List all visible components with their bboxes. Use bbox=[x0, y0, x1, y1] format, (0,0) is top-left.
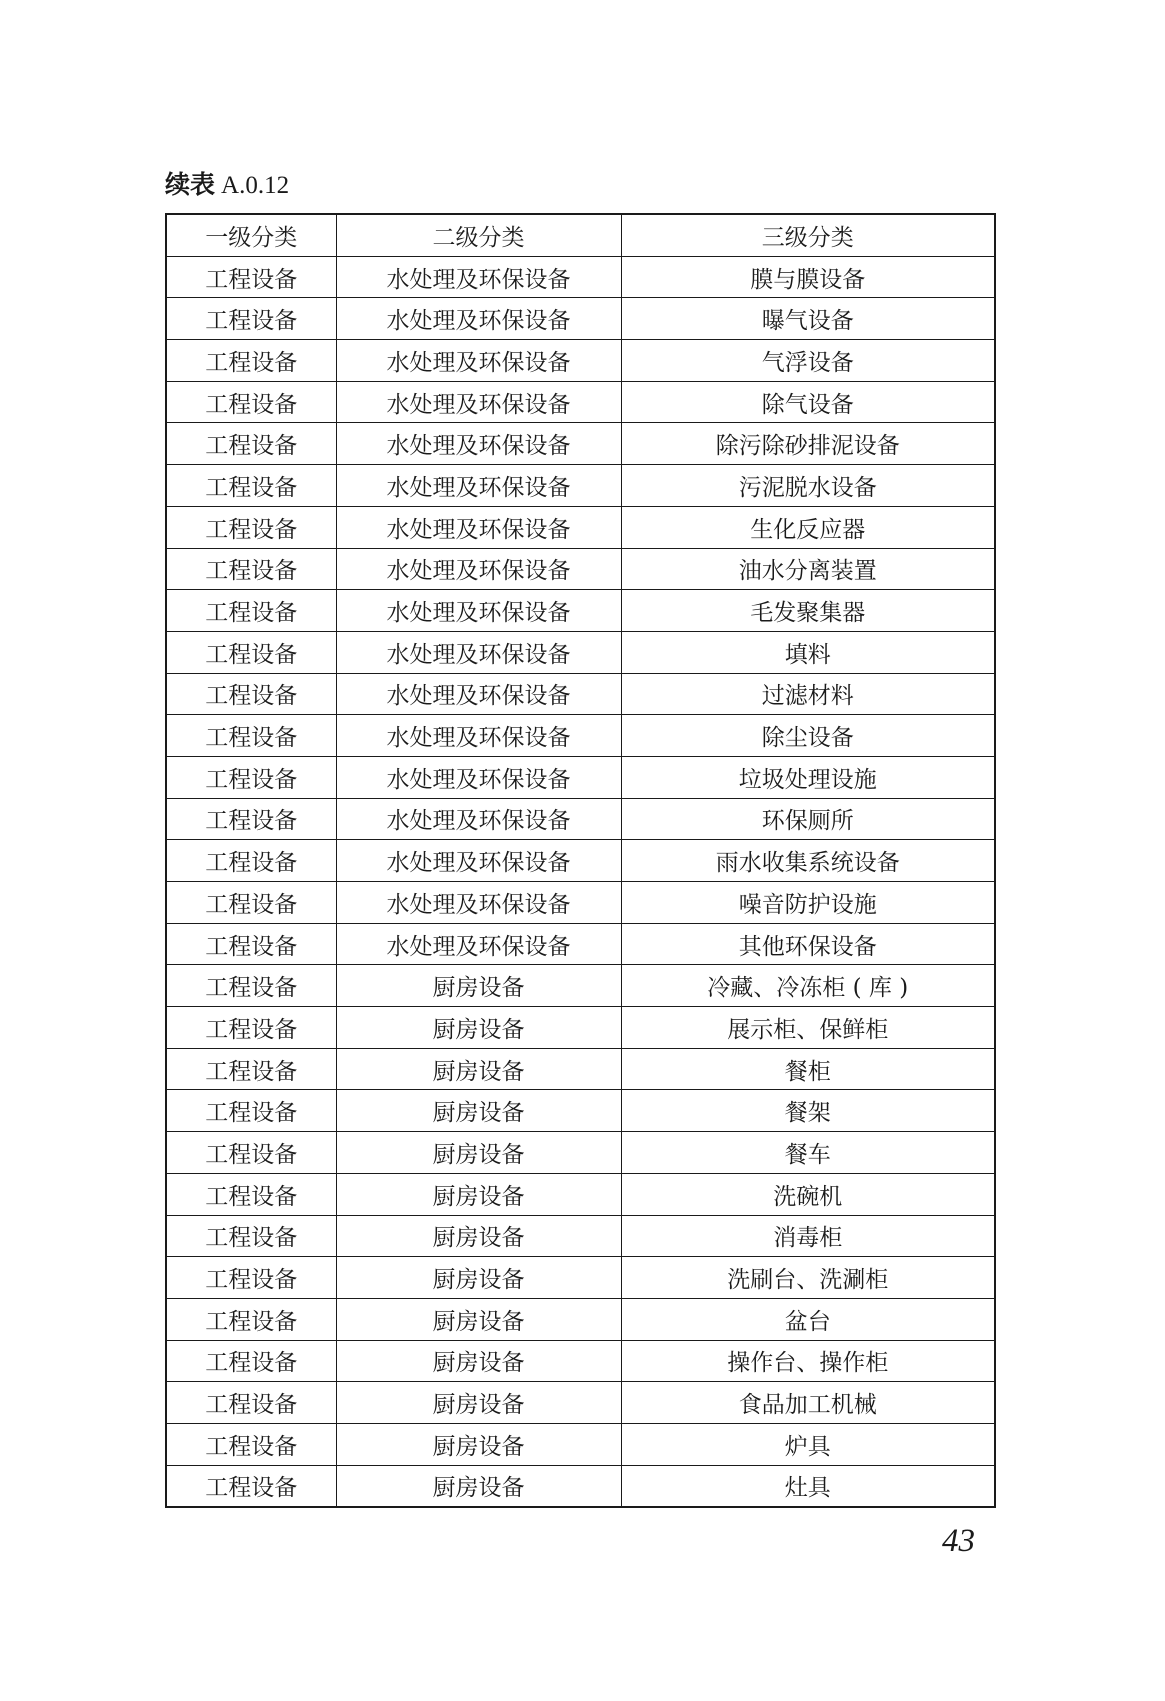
cell-level-1: 工程设备 bbox=[166, 340, 336, 382]
table-row bbox=[166, 340, 995, 382]
table-row bbox=[166, 715, 995, 757]
header-level-2: 二级分类 bbox=[336, 214, 621, 256]
cell-level-1: 工程设备 bbox=[166, 631, 336, 673]
table-row bbox=[166, 1215, 995, 1257]
cell-level-1: 工程设备 bbox=[166, 1048, 336, 1090]
cell-level-2: 厨房设备 bbox=[336, 1173, 621, 1215]
table-caption bbox=[165, 170, 289, 201]
cell-level-3: 过滤材料 bbox=[621, 673, 995, 715]
cell-level-3: 污泥脱水设备 bbox=[621, 465, 995, 507]
table-row bbox=[166, 798, 995, 840]
table-row bbox=[166, 381, 995, 423]
cell-level-2: 厨房设备 bbox=[336, 1465, 621, 1507]
table-row bbox=[166, 1257, 995, 1299]
cell-level-1: 工程设备 bbox=[166, 1465, 336, 1507]
cell-level-3: 气浮设备 bbox=[621, 340, 995, 382]
cell-level-3: 曝气设备 bbox=[621, 298, 995, 340]
cell-level-3: 除污除砂排泥设备 bbox=[621, 423, 995, 465]
cell-level-2: 水处理及环保设备 bbox=[336, 423, 621, 465]
table-row bbox=[166, 1007, 995, 1049]
cell-level-2: 水处理及环保设备 bbox=[336, 340, 621, 382]
cell-level-3: 除气设备 bbox=[621, 381, 995, 423]
cell-level-3: 炉具 bbox=[621, 1423, 995, 1465]
cell-level-3: 环保厕所 bbox=[621, 798, 995, 840]
cell-level-2: 厨房设备 bbox=[336, 1382, 621, 1424]
table-row bbox=[166, 1132, 995, 1174]
table-row bbox=[166, 1173, 995, 1215]
table-row bbox=[166, 423, 995, 465]
cell-level-1: 工程设备 bbox=[166, 381, 336, 423]
table-row bbox=[166, 1465, 995, 1507]
cell-level-1: 工程设备 bbox=[166, 1257, 336, 1299]
cell-level-2: 厨房设备 bbox=[336, 965, 621, 1007]
cell-level-2: 水处理及环保设备 bbox=[336, 548, 621, 590]
cell-level-3: 消毒柜 bbox=[621, 1215, 995, 1257]
cell-level-1: 工程设备 bbox=[166, 715, 336, 757]
cell-level-3: 其他环保设备 bbox=[621, 923, 995, 965]
table-row bbox=[166, 756, 995, 798]
cell-level-2: 水处理及环保设备 bbox=[336, 631, 621, 673]
table-row bbox=[166, 256, 995, 298]
cell-level-1: 工程设备 bbox=[166, 1132, 336, 1174]
table-row bbox=[166, 673, 995, 715]
cell-level-3: 毛发聚集器 bbox=[621, 590, 995, 632]
cell-level-2: 厨房设备 bbox=[336, 1090, 621, 1132]
cell-level-2: 厨房设备 bbox=[336, 1048, 621, 1090]
cell-level-1: 工程设备 bbox=[166, 798, 336, 840]
table-row bbox=[166, 506, 995, 548]
cell-level-1: 工程设备 bbox=[166, 465, 336, 507]
table-row bbox=[166, 548, 995, 590]
cell-level-1: 工程设备 bbox=[166, 548, 336, 590]
cell-level-2: 水处理及环保设备 bbox=[336, 840, 621, 882]
cell-level-2: 水处理及环保设备 bbox=[336, 756, 621, 798]
table-row bbox=[166, 1298, 995, 1340]
table-row bbox=[166, 465, 995, 507]
table-row bbox=[166, 1382, 995, 1424]
cell-level-2: 水处理及环保设备 bbox=[336, 256, 621, 298]
table-row bbox=[166, 631, 995, 673]
cell-level-1: 工程设备 bbox=[166, 1215, 336, 1257]
cell-level-2: 水处理及环保设备 bbox=[336, 882, 621, 924]
cell-level-1: 工程设备 bbox=[166, 756, 336, 798]
cell-level-3: 餐架 bbox=[621, 1090, 995, 1132]
cell-level-2: 厨房设备 bbox=[336, 1257, 621, 1299]
caption-table-id: A.0.12 bbox=[221, 172, 290, 199]
header-level-1: 一级分类 bbox=[166, 214, 336, 256]
table-body bbox=[166, 256, 995, 1507]
cell-level-2: 厨房设备 bbox=[336, 1132, 621, 1174]
table-row bbox=[166, 1048, 995, 1090]
cell-level-1: 工程设备 bbox=[166, 1382, 336, 1424]
table-row bbox=[166, 298, 995, 340]
table-row bbox=[166, 923, 995, 965]
cell-level-3: 操作台、操作柜 bbox=[621, 1340, 995, 1382]
cell-level-1: 工程设备 bbox=[166, 673, 336, 715]
table-row bbox=[166, 882, 995, 924]
cell-level-3: 冷藏、冷冻柜 ( 库 ) bbox=[621, 965, 995, 1007]
cell-level-3: 膜与膜设备 bbox=[621, 256, 995, 298]
cell-level-1: 工程设备 bbox=[166, 882, 336, 924]
cell-level-1: 工程设备 bbox=[166, 1298, 336, 1340]
cell-level-3: 食品加工机械 bbox=[621, 1382, 995, 1424]
cell-level-2: 水处理及环保设备 bbox=[336, 298, 621, 340]
cell-level-3: 除尘设备 bbox=[621, 715, 995, 757]
cell-level-3: 洗碗机 bbox=[621, 1173, 995, 1215]
cell-level-2: 厨房设备 bbox=[336, 1215, 621, 1257]
table-row bbox=[166, 590, 995, 632]
cell-level-3: 生化反应器 bbox=[621, 506, 995, 548]
cell-level-3: 噪音防护设施 bbox=[621, 882, 995, 924]
cell-level-1: 工程设备 bbox=[166, 1423, 336, 1465]
cell-level-1: 工程设备 bbox=[166, 506, 336, 548]
page-number: 43 bbox=[942, 1523, 975, 1559]
caption-prefix: 续表 bbox=[165, 170, 216, 199]
cell-level-1: 工程设备 bbox=[166, 923, 336, 965]
cell-level-3: 油水分离装置 bbox=[621, 548, 995, 590]
table-row bbox=[166, 1090, 995, 1132]
cell-level-2: 水处理及环保设备 bbox=[336, 673, 621, 715]
cell-level-1: 工程设备 bbox=[166, 965, 336, 1007]
table-header-row bbox=[166, 214, 995, 256]
cell-level-2: 厨房设备 bbox=[336, 1423, 621, 1465]
cell-level-2: 水处理及环保设备 bbox=[336, 715, 621, 757]
cell-level-1: 工程设备 bbox=[166, 1173, 336, 1215]
cell-level-1: 工程设备 bbox=[166, 423, 336, 465]
cell-level-1: 工程设备 bbox=[166, 590, 336, 632]
header-level-3: 三级分类 bbox=[621, 214, 995, 256]
cell-level-1: 工程设备 bbox=[166, 1090, 336, 1132]
cell-level-1: 工程设备 bbox=[166, 840, 336, 882]
cell-level-1: 工程设备 bbox=[166, 1340, 336, 1382]
cell-level-2: 厨房设备 bbox=[336, 1298, 621, 1340]
cell-level-1: 工程设备 bbox=[166, 298, 336, 340]
cell-level-3: 洗刷台、洗涮柜 bbox=[621, 1257, 995, 1299]
cell-level-2: 水处理及环保设备 bbox=[336, 465, 621, 507]
cell-level-3: 雨水收集系统设备 bbox=[621, 840, 995, 882]
classification-table bbox=[165, 213, 996, 1508]
cell-level-2: 水处理及环保设备 bbox=[336, 590, 621, 632]
cell-level-2: 厨房设备 bbox=[336, 1007, 621, 1049]
cell-level-2: 水处理及环保设备 bbox=[336, 381, 621, 423]
cell-level-3: 灶具 bbox=[621, 1465, 995, 1507]
cell-level-2: 水处理及环保设备 bbox=[336, 506, 621, 548]
cell-level-3: 餐柜 bbox=[621, 1048, 995, 1090]
cell-level-2: 水处理及环保设备 bbox=[336, 923, 621, 965]
table-row bbox=[166, 965, 995, 1007]
cell-level-3: 填料 bbox=[621, 631, 995, 673]
cell-level-1: 工程设备 bbox=[166, 1007, 336, 1049]
cell-level-3: 垃圾处理设施 bbox=[621, 756, 995, 798]
cell-level-2: 厨房设备 bbox=[336, 1340, 621, 1382]
cell-level-3: 展示柜、保鲜柜 bbox=[621, 1007, 995, 1049]
table-row bbox=[166, 1423, 995, 1465]
table-row bbox=[166, 840, 995, 882]
table-row bbox=[166, 1340, 995, 1382]
cell-level-1: 工程设备 bbox=[166, 256, 336, 298]
cell-level-3: 餐车 bbox=[621, 1132, 995, 1174]
cell-level-2: 水处理及环保设备 bbox=[336, 798, 621, 840]
cell-level-3: 盆台 bbox=[621, 1298, 995, 1340]
